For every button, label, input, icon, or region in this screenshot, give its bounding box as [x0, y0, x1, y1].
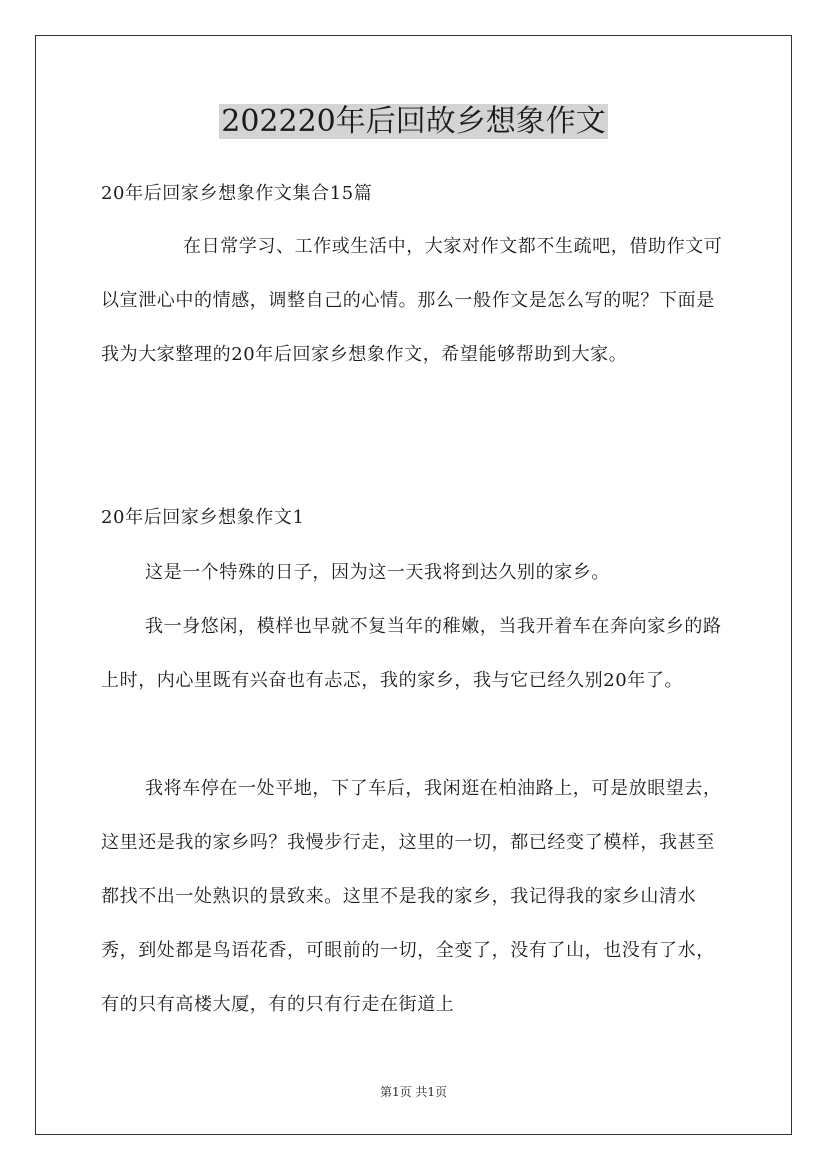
body-paragraph: 这是一个特殊的日子，因为这一天我将到达久别的家乡。 [145, 562, 610, 583]
document-title-text: 202220年后回故乡想象作文 [221, 104, 606, 139]
body-paragraph: 我将车停在一处平地，下了车后，我闲逛在柏油路上，可是放眼望去，这里还是我的家乡吗？我慢步行走，这里的一切，都已经变了模样，我甚至都找不出一处熟识的景致来。这里不是我的家乡，我记得我的家乡山清水秀，到处都是鸟语花香，可眼前的一切，全变了，没有了山，也没有了水，有的只有高楼大厦，有的只有行走在街道上 [101, 778, 722, 1015]
document-subtitle: 20年后回家乡想象作文集合15篇 [101, 183, 373, 204]
intro-paragraph: 在日常学习、工作或生活中，大家对作文都不生疏吧，借助作文可以宣泄心中的情感，调整自己的心情。那么一般作文是怎么写的呢？下面是我为大家整理的20年后回家乡想象作文，希望能够帮助到大家。 [101, 236, 723, 365]
page-number-label: 第1页 共1页 [379, 1085, 448, 1099]
section-heading: 20年后回家乡想象作文1 [101, 507, 305, 528]
page-footer [0, 1084, 827, 1100]
document-title [0, 100, 827, 144]
body-paragraph: 我一身悠闲，模样也早就不复当年的稚嫩，当我开着车在奔向家乡的路上时，内心里既有兴奋也有忐忑，我的家乡，我与它已经久别20年了。 [101, 616, 722, 691]
